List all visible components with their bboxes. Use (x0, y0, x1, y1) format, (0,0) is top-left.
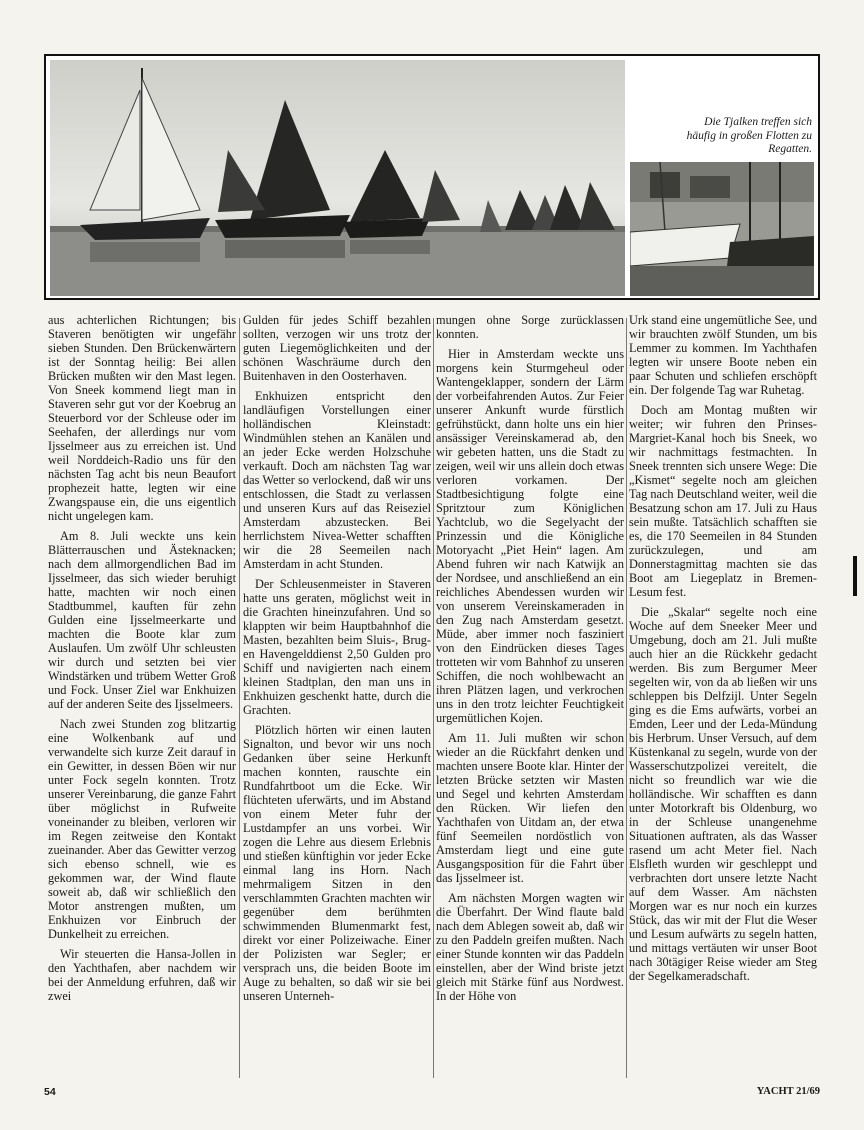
paragraph: Urk stand eine ungemütliche See, und wir brauchten zwölf Stunden, um bis Lemmer zu kommen. Im Yachthafen legten wir unsere Boote neben ein paar Schuten und schliefen erschöpft ein. Der folgende Tag war Ruhetag. (629, 313, 817, 397)
paragraph: Gulden für jedes Schiff bezahlen sollten, verzogen wir uns trotz der guten Liegemöglichkeiten und der schönen Waschräume durch den Buitenhaven in den Oosterhaven. (243, 313, 431, 383)
paragraph: Hier in Amsterdam weckte uns morgens kein Sturmgeheul oder Wantengeklapper, sondern der Lärm der vorbeifahrenden Autos. Zur Feier unserer Ankunft wurde fürstlich gefrühstückt, dann holte uns ein hier ansässiger Vereinskamerad ab, den wir gebeten hatten, uns die Stadt zu zeigen, weil wir uns allein doch etwas verloren vorkamen. Der Stadtbesichtigung folgte eine Spritztour zum Königlichen Yachtclub, wo die Segelyacht der Prinzessin und die Königliche Motoryacht „Piet Hein“ lagen. Am Abend fuhren wir nach Katwijk an der Nordsee, und anschließend an ein reichliches Abendessen wurden wir von unserem Vereinskameraden in den Zug nach Amsterdam gesetzt. Müde, aber immer noch fasziniert von den Eindrücken dieses Tages trotteten wir vom Bahnhof zu unseren Schiffen, die noch wohlbewacht an ihren Plätzen lagen, und verkrochen uns in den trotz leichter Feuchtigkeit urgemütlichen Kojen. (436, 347, 624, 725)
page-number: 54 (44, 1086, 56, 1098)
running-title: YACHT 21/69 (756, 1086, 820, 1097)
paragraph: Plötzlich hörten wir einen lauten Signalton, und bevor wir uns noch Gedanken über seine Herkunft machen konnten, rauschte ein Rundfahrtboot um die Ecke. Wir flüchteten uferwärts, und im Abstand von einem Meter fuhr der Lustdampfer an uns vorbei. Wir zogen die Lehre aus diesem Erlebnis und stießen künftighin vor jeder Ecke einmal lang ins Horn. Nach mehrmaligem Sitzen in den verschlammten Grachten machten wir gegenüber dem berühmten schwimmenden Blumenmarkt fest, direkt vor einer Polizeiwache. Einer der Polizisten war Segler; er versprach uns, die beiden Boote im Auge zu behalten, so daß wir sie bei unseren Unterneh- (243, 723, 431, 1003)
harbor-photo (630, 162, 814, 296)
photo-caption-fleet: Die Tjalken treffen sich häufig in großen Flotten zu Regatten. (686, 116, 812, 155)
paragraph: mungen ohne Sorge zurücklassen konnten. (436, 313, 624, 341)
margin-mark (853, 556, 857, 596)
paragraph: Doch am Montag mußten wir weiter; wir fuhren den Prinses-Margriet-Kanal hoch bis Sneek, wo wir nachmittags festmachten. In Sneek trennten sich unsere Wege: Die „Kismet“ segelte noch am gleichen Tag nach Deutschland weiter, weil die Besatzung schon am 17. Juli zu Haus sein mußte. Tatsächlich schafften sie es, die 170 Seemeilen in 84 Stunden zurückzulegen, und am Donnerstagmittag machten sie das Boot am Liegeplatz in Bremen-Lesum fest. (629, 403, 817, 599)
paragraph: Der Schleusenmeister in Staveren hatte uns geraten, möglichst weit in die Grachten hineinzufahren. Und so klappten wir beim Hauptbahnhof die Masten, bezahlten beim Sluis-, Brug- en Havengelddienst 2,50 Gulden pro Schiff und navigierten nach einem kleinen Stadtplan, den man uns in Enkhuizen geschenkt hatte, durch die Grachten. (243, 577, 431, 717)
paragraph: Enkhuizen entspricht den landläufigen Vorstellungen einer holländischen Kleinstadt: Windmühlen stehen an Kanälen und an jeder Ecke werden Holzschuhe verkauft. Doch am nächsten Tag war das Wetter so verlockend, daß wir uns entschlossen, die Stadt zu verlassen und unseren Kurs auf das Reiseziel Amsterdam abzustecken. Bei herrlichstem Nivea-Wetter schafften wir die 28 Seemeilen nach Amsterdam in acht Stunden. (243, 389, 431, 571)
text-column-3 (436, 313, 624, 1083)
article-body (44, 313, 820, 1083)
sailing-fleet-photo (50, 60, 625, 296)
text-column-2 (243, 313, 431, 1083)
text-column-1 (48, 313, 236, 1083)
text-column-4 (629, 313, 817, 1083)
paragraph: Am 11. Juli mußten wir schon wieder an die Rückfahrt denken und machten unsere Boote klar. Hinter der letzten Brücke setzten wir Masten und Segel und kehrten Amsterdam den Rücken. Wir liefen den Yachthafen von Uitdam an, der etwa fünf Seemeilen nordöstlich von Amsterdam liegt und eine gute Ausgangsposition für die Fahrt über das Ijsselmeer ist. (436, 731, 624, 885)
paragraph: Nach zwei Stunden zog blitzartig eine Wolkenbank auf und verwandelte sich kurze Zeit darauf in ein Gewitter, in dessen Böen wir nur unter Fock segeln konnten. Trotz unserer Vereinbarung, die ganze Fahrt über möglichst in Rufweite voneinander zu bleiben, verloren wir im Regen zeitweise den Kontakt zueinander. Aber das Gewitter verzog sich ebenso schnell, wie es gekommen war, der Wind flaute soweit ab, daß wir schließlich den Motor anstrengen mußten, um Enkhuizen vor Einbruch der Dunkelheit zu erreichen. (48, 717, 236, 941)
paragraph: Am 8. Juli weckte uns kein Blätterrauschen und Ästeknacken; nach dem allmorgendlichen Bad im Ijsselmeer, das sich wieder beruhigt hatte, machten wir noch einen Stadtbummel, kauften für zehn Gulden eine Ijsselmeerkarte und machten die Boote klar zum Auslaufen. Um zwölf Uhr schleusten wir durch und setzten bei vier Windstärken und trübem Wetter Groß und Fock. Unser Ziel war Enkhuizen auf der anderen Seite des Ijsselmeers. (48, 529, 236, 711)
photo-strip (44, 54, 820, 300)
paragraph: Wir steuerten die Hansa-Jollen in den Yachthafen, aber nachdem wir bei der Anmeldung erfuhren, daß wir zwei (48, 947, 236, 1003)
paragraph: aus achterlichen Richtungen; bis Staveren benötigten wir ungefähr sieben Stunden. Den Brückenwärtern ist der Sonntag heilig: Bei allen Brücken mußten wir den Mast legen. Von Sneek kommend liegt man in Staveren sehr gut vor der Koebrug an Steuerbord vor der Schleuse oder im Seehafen, der allerdings nur vom Ijsselmeer aus zu erreichen ist. Und weil Norddeich-Radio uns für den nächsten Tag acht bis neun Beaufort prophezeit hatte, legten wir eine Zwangspause ein, die uns eigentlich nicht ungelegen kam. (48, 313, 236, 523)
paragraph: Die „Skalar“ segelte noch eine Woche auf dem Sneeker Meer und Umgebung, doch am 21. Juli mußte auch hier an die Rückkehr gedacht werden. Bis zum Bergumer Meer segelten wir, von da ab ließen wir uns schleppen bis Delfzijl. Unter Segeln ging es die Ems aufwärts, vorbei an Emden, Leer und der Leda-Mündung bis Herbrum. Unser Versuch, auf dem Küstenkanal zu segeln, wurde von der Wasserschutzpolizei vereitelt, die nicht so freundlich war wie die holländische. Wir schafften es dann unter Motorkraft bis Oldenburg, wo in der Schleuse unangenehme Situationen auftraten, als das Wasser rasend um acht Meter fiel. Nach Elsfleth wurden wir geschleppt und verbrachten dort unsere letzte Nacht auf dem Wasser. Am nächsten Morgen war es nur noch ein kurzes Stück, das wir mit der Flut die Weser und Lesum aufwärts zu segeln hatten, und mittags vertäuten wir unser Boot nach 30tägiger Reise wieder am Steg der Segelkameradschaft. (629, 605, 817, 983)
paragraph: Am nächsten Morgen wagten wir die Überfahrt. Der Wind flaute bald nach dem Ablegen soweit ab, daß wir zu den Paddeln greifen mußten. Nach einer Stunde konnten wir das Paddeln einstellen, aber der Wind briste jetzt gleich mit Stärke fünf aus Nordwest. In der Höhe von (436, 891, 624, 1003)
